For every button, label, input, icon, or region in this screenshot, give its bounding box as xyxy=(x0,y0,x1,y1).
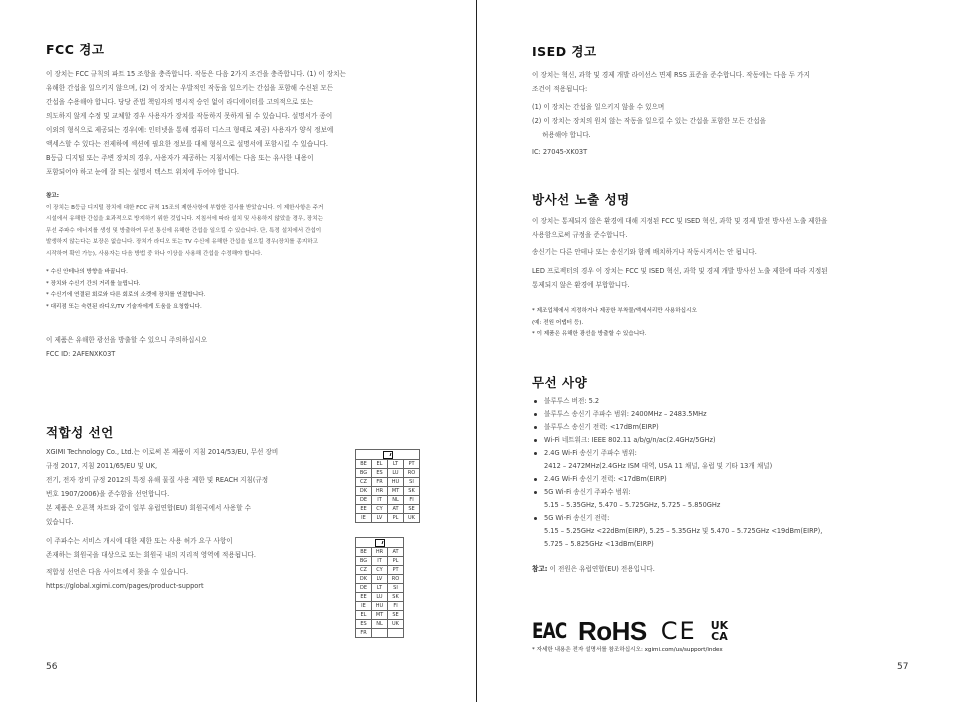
country-code-cell: LV xyxy=(372,514,388,523)
fcc-note: 참고: 이 장치는 B등급 디지털 장치에 대한 FCC 규칙 15조의 제한사항에 부합한 검사를 받았습니다. 이 제한사항은 주거 시설에서 유해한 간섭을 효과적으로 방지하기 위한 것입니다. 지침서에 따라 설치 및 사용하지 않았을 경우, 장치는 무선 주파수 에너지를 생성 및 방출하여 무선 통신에 유해한 간섭을 일으킬 수 있습니다. 단, 특정 설치에서 간섭이 발생하지 않는다는 보장은 없습니다. 장치가 라디오 또는 TV 수신에 유해한 간섭을 일으킬 경우(장치를 종지하고 시작하여 확인 가능), 사용자는 다음 방법 중 하나 이상을 사용해 간섭을 수정해야 합니다. xyxy=(46,193,324,257)
fcc-title: FCC 경고 xyxy=(46,42,105,57)
right-page xyxy=(532,0,912,702)
country-code-cell: PL xyxy=(388,514,404,523)
left-page xyxy=(46,0,426,702)
table-row xyxy=(356,620,404,629)
radiation-para3: LED 프로젝터의 경우 이 장치는 FCC 및 ISED 혁신, 과학 및 경제 개발 방사선 노출 제한에 따라 지정된 통제되지 않은 환경에 부합합니다. xyxy=(532,267,828,289)
list-item: 5G Wi-Fi 송신기 주파수 범위: 5.15 – 5.35GHz, 5.470 – 5.725GHz, 5.725 – 5.850GHz xyxy=(532,486,822,512)
table-row xyxy=(356,584,404,593)
table-row xyxy=(356,469,420,478)
country-code-cell xyxy=(388,629,404,638)
country-code-cell: ES xyxy=(372,469,388,478)
country-code-cell: EL xyxy=(372,460,388,469)
footer-note: * 자세한 내용은 전자 설명서를 참조하십시오: xgimi.com/us/support/index xyxy=(532,647,723,653)
country-code-cell: CZ xyxy=(356,566,372,575)
doc-para3: 이 주파수는 서비스 개시에 대한 제한 또는 사용 허가 요구 사항이 존재하는 회원국을 대상으로 또는 회원국 내의 지리적 영역에 적용됩니다. xyxy=(46,537,256,559)
country-code-cell: RO xyxy=(404,469,420,478)
country-code-cell: AT xyxy=(388,548,404,557)
restriction-icon xyxy=(383,451,393,459)
rohs-mark: RoHS xyxy=(578,615,647,646)
eac-mark: EAC xyxy=(532,619,567,643)
country-code-cell: LV xyxy=(372,575,388,584)
country-code-cell: PT xyxy=(404,460,420,469)
table-row xyxy=(356,629,404,638)
table-row xyxy=(356,505,420,514)
specs-title: 무선 사양 xyxy=(532,375,588,390)
country-code-cell: ES xyxy=(356,620,372,629)
fcc-para1: 이 장치는 FCC 규칙의 파트 15 조항을 충족합니다. 작동은 다음 2가지 조건을 충족합니다. (1) 이 장치는 유해한 간섭을 일으키지 않으며, (2) 이 장치는 우발적인 작동을 일으키는 간섭을 포함해 수신된 모든 간섭을 수용해야 합니다. 당당 준법 책임자의 명시적 승인 없이 라디에이터를 고의적으로 또는 의도하지 않게 수정 및 교체할 경우 사용자가 장치를 작동하지 못하게 될 수 있습니다. 설명서가 종이 이외의 형식으로 제공되는 경우(예: 인터넷을 통해 컴퓨터 디스크 형태로 제공) 사용자가 양식 정보에 액세스할 수 있다는 전제하에 섹션에 필요한 정보를 대체 형식으로 설명서에 포함시킬 수 있습니다. xyxy=(46,70,346,148)
table-row xyxy=(356,557,404,566)
country-code-cell: FR xyxy=(356,629,372,638)
list-item: Wi-Fi 네트워크: IEEE 802.11 a/b/g/n/ac(2.4GHz/5GHz) xyxy=(532,434,822,447)
country-code-cell: CZ xyxy=(356,478,372,487)
country-code-cell: NL xyxy=(388,496,404,505)
country-table-1 xyxy=(355,449,420,523)
restriction-icon-cell xyxy=(356,538,404,548)
doc-url-link[interactable]: https://global.xgimi.com/pages/product-support xyxy=(46,582,204,590)
country-code-cell: CY xyxy=(372,505,388,514)
doc-para1: XGIMI Technology Co., Ltd.는 이로써 본 제품이 지침 2014/53/EU, 무선 장비 규정 2017, 지침 2011/65/EU 및 UK, 전기, 전자 장비 규정 2012의 특정 유해 물질 사용 제한 및 REACH 지침(규정 번호 1907/2006)을 준수함을 선언합니다. xyxy=(46,448,279,498)
country-code-cell: DK xyxy=(356,575,372,584)
table-row xyxy=(356,478,420,487)
country-code-cell: AT xyxy=(388,505,404,514)
country-code-cell: DK xyxy=(356,487,372,496)
country-code-cell: FI xyxy=(404,496,420,505)
country-code-cell: BE xyxy=(356,460,372,469)
country-code-cell: UK xyxy=(388,620,404,629)
table-row xyxy=(356,566,404,575)
country-code-cell: UK xyxy=(404,514,420,523)
list-item: 2.4G Wi-Fi 송신기 주파수 범위: 2412 – 2472MHz(2.4GHz ISM 대역, USA 11 채널, 유럽 및 기타 13개 채널) xyxy=(532,447,822,473)
table-row xyxy=(356,602,404,611)
table-row xyxy=(356,514,420,523)
fcc-measures: * 수신 안테나의 방향을 바꿉니다. * 장치와 수신기 간의 거리를 늘립니다. * 수신기에 연결된 회로와 다른 회로의 소켓에 장치를 연결합니다. * 대리점 또는 숙련된 라디오/TV 기술자에게 도움을 요청합니다. xyxy=(46,269,206,310)
country-code-cell: HU xyxy=(388,478,404,487)
country-code-cell: MT xyxy=(372,611,388,620)
country-code-cell: SE xyxy=(388,611,404,620)
table-row xyxy=(356,487,420,496)
page-number: 56 xyxy=(46,662,58,672)
table-row xyxy=(356,548,404,557)
table-row xyxy=(356,496,420,505)
ce-mark: CE xyxy=(660,617,697,645)
country-code-cell: BE xyxy=(356,548,372,557)
country-code-cell: LU xyxy=(388,469,404,478)
country-code-cell: IT xyxy=(372,557,388,566)
country-code-cell: HU xyxy=(372,602,388,611)
radiation-para1: 이 장치는 통제되지 않은 환경에 대해 지정된 FCC 및 ISED 혁신, 과학 및 경제 발전 방사선 노출 제한을 사용함으로써 규정을 준수합니다. xyxy=(532,217,828,239)
doc-para4: 적합성 선언은 다음 사이트에서 찾을 수 있습니다. https://global.xgimi.com/pages/product-support xyxy=(46,565,204,593)
table-row xyxy=(356,611,404,620)
fcc-id: FCC ID: 2AFENXK03T xyxy=(46,350,116,358)
list-item: 블루투스 버전: 5.2 xyxy=(532,395,822,408)
doc-para2: 본 제품은 오픈책 차트와 같이 일부 유럽연합(EU) 회원국에서 사용할 수 있습니다. xyxy=(46,504,251,526)
page-number: 57 xyxy=(897,662,909,672)
doc-title: 적합성 선언 xyxy=(46,425,114,440)
country-code-cell: IT xyxy=(372,496,388,505)
table-row xyxy=(356,575,404,584)
country-code-cell: DE xyxy=(356,584,372,593)
fcc-note-label: 참고: xyxy=(46,193,60,199)
fcc-para3: 이 제품은 유해한 광선을 방출할 수 있으니 주의하십시오 FCC ID: 2AFENXK03T xyxy=(46,333,207,361)
country-code-cell: SI xyxy=(404,478,420,487)
ised-conditions: (1) 이 장치는 간섭을 일으키지 않을 수 있으며 (2) 이 장치는 장치의 원치 않는 작동을 일으킬 수 있는 간섭을 포함한 모든 간섭을 허용해야 합니다. xyxy=(532,103,767,139)
country-code-cell: EL xyxy=(356,611,372,620)
country-code-cell: EE xyxy=(356,505,372,514)
radiation-title: 방사선 노출 성명 xyxy=(532,192,630,207)
country-code-cell: SI xyxy=(388,584,404,593)
country-table-1-body xyxy=(356,460,420,523)
country-code-cell: MT xyxy=(388,487,404,496)
page-divider xyxy=(476,0,477,702)
country-code-cell: IE xyxy=(356,602,372,611)
specs-list xyxy=(532,395,822,551)
country-code-cell: PL xyxy=(388,557,404,566)
radiation-para2: 송신기는 다른 안테나 또는 송신기와 함께 배치하거나 작동시켜서는 안 됩니다. xyxy=(532,248,757,256)
country-code-cell: PT xyxy=(388,566,404,575)
country-code-cell: CY xyxy=(372,566,388,575)
country-table-2-body xyxy=(356,548,404,638)
restriction-icon xyxy=(375,539,385,547)
ised-para1: 이 장치는 혁신, 과학 및 경제 개발 라이선스 면제 RSS 표준을 준수합니다. 작동에는 다음 두 가지 조건이 적용됩니다: xyxy=(532,71,810,93)
country-code-cell: LT xyxy=(388,460,404,469)
country-code-cell: FI xyxy=(388,602,404,611)
table-row xyxy=(356,460,420,469)
country-code-cell: IE xyxy=(356,514,372,523)
ukca-mark: UK CA xyxy=(710,619,729,643)
list-item: 블루투스 송신기 주파수 범위: 2400MHz – 2483.5MHz xyxy=(532,408,822,421)
specs-note: 참고: 이 전원은 유럽연합(EU) 전용입니다. xyxy=(532,565,655,573)
radiation-notes: * 제조업체에서 지정하거나 제공한 부착물/액세서리만 사용하십시오 (예: 전원 어댑터 등). * 이 제품은 유해한 광선을 방출할 수 있습니다. xyxy=(532,308,697,337)
country-code-cell: LU xyxy=(372,593,388,602)
list-item: 5G Wi-Fi 송신기 전력: 5.15 – 5.25GHz <22dBm(EIRP), 5.25 – 5.35GHz 및 5.470 – 5.725GHz <19dBm(EIRP), 5.725 – 5.825GHz <13dBm(EIRP) xyxy=(532,512,822,551)
list-item: 2.4G Wi-Fi 송신기 전력: <17dBm(EIRP) xyxy=(532,473,822,486)
country-code-cell: RO xyxy=(388,575,404,584)
country-code-cell: SK xyxy=(388,593,404,602)
country-code-cell: SE xyxy=(404,505,420,514)
specs-note-label: 참고: xyxy=(532,565,548,573)
country-table-2 xyxy=(355,537,404,638)
country-code-cell xyxy=(372,629,388,638)
ic-number: IC: 27045-XK03T xyxy=(532,148,588,156)
country-code-cell: FR xyxy=(372,478,388,487)
country-code-cell: NL xyxy=(372,620,388,629)
country-code-cell: HR xyxy=(372,487,388,496)
ised-title: ISED 경고 xyxy=(532,44,597,59)
restriction-icon-cell xyxy=(356,450,420,460)
country-code-cell: SK xyxy=(404,487,420,496)
fcc-para2: B등급 디지털 또는 주변 장치의 경우, 사용자가 제공하는 지침서에는 다음 또는 유사한 내용이 포함되어야 하고 눈에 잘 띄는 설명서 텍스트 위치에 두어야 합니다. xyxy=(46,154,314,176)
country-code-cell: HR xyxy=(372,548,388,557)
country-code-cell: BG xyxy=(356,469,372,478)
certification-marks xyxy=(532,615,729,646)
country-code-cell: LT xyxy=(372,584,388,593)
list-item: 블루투스 송신기 전력: <17dBm(EIRP) xyxy=(532,421,822,434)
country-code-cell: EE xyxy=(356,593,372,602)
country-code-cell: BG xyxy=(356,557,372,566)
table-row xyxy=(356,593,404,602)
country-code-cell: DE xyxy=(356,496,372,505)
